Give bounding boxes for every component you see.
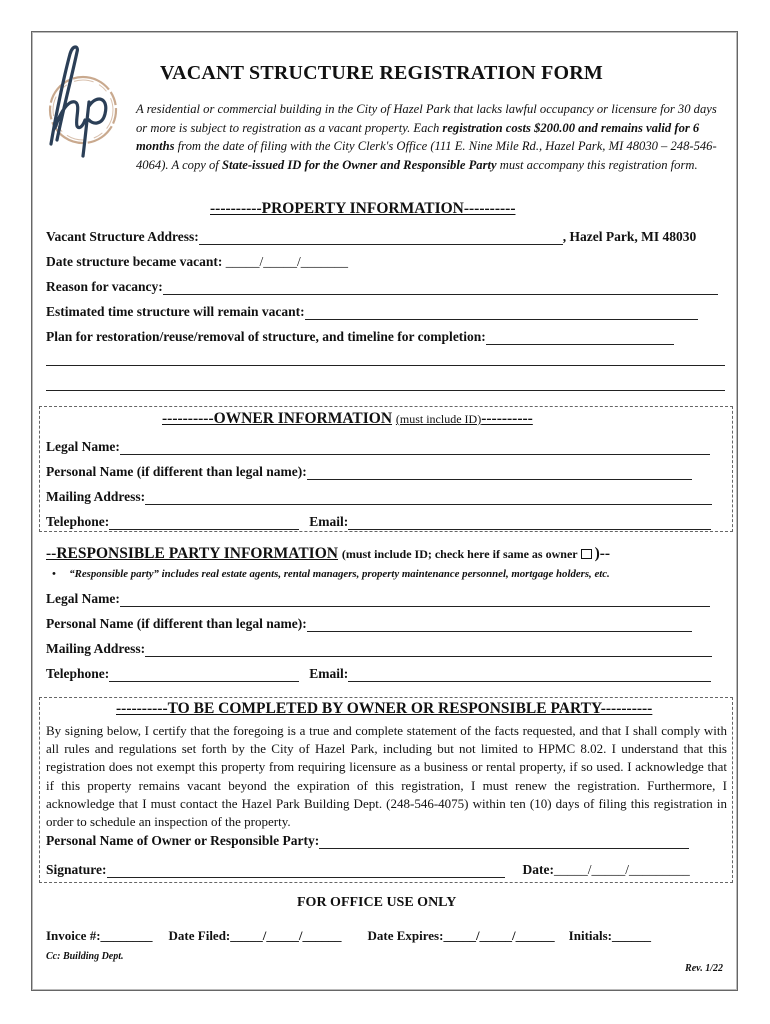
estimate-field[interactable] [305, 306, 698, 320]
rp-legal-name-field[interactable] [120, 593, 710, 607]
owner-legal-name-row: Legal Name: [46, 439, 710, 455]
plan-field[interactable] [486, 331, 674, 345]
initials-field[interactable]: Initials:______ [568, 928, 652, 943]
owner-contact-row: Telephone: Email: [46, 514, 711, 530]
plan-row: Plan for restoration/reuse/removal of structure, and timeline for completion: [46, 329, 674, 345]
same-as-owner-checkbox[interactable] [581, 549, 592, 559]
form-title: VACANT STRUCTURE REGISTRATION FORM [160, 62, 603, 84]
responsible-heading: --RESPONSIBLE PARTY INFORMATION (must include ID; check here if same as owner )-- [46, 545, 611, 562]
owner-telephone-field[interactable] [109, 516, 299, 530]
owner-personal-name-field[interactable] [307, 466, 692, 480]
vacant-date-row: Date structure became vacant: _____/_____/_______ [46, 254, 348, 269]
revision-note: Rev. 1/22 [685, 963, 723, 974]
estimate-row: Estimated time structure will remain vacant: [46, 304, 698, 320]
owner-personal-name-row: Personal Name (if different than legal name): [46, 464, 692, 480]
plan-line-3[interactable] [46, 390, 725, 391]
date-expires-field[interactable]: Date Expires:_____/_____/______ [367, 928, 555, 943]
rp-telephone-field[interactable] [109, 668, 299, 682]
rp-email-field[interactable] [348, 668, 711, 682]
responsible-party-note: • “Responsible party” includes real estate agents, rental managers, property maintenance personnel, mortgage holders, etc. [52, 568, 610, 580]
owner-mailing-row: Mailing Address: [46, 489, 712, 505]
address-row: Vacant Structure Address: , Hazel Park, MI 48030 [46, 229, 697, 244]
rp-personal-name-field[interactable] [307, 618, 692, 632]
office-use-row [46, 928, 651, 944]
invoice-field[interactable]: Invoice #:________ [46, 928, 153, 943]
property-heading: ----------PROPERTY INFORMATION---------- [210, 200, 516, 217]
rp-personal-name-row: Personal Name (if different than legal name): [46, 616, 692, 632]
owner-mailing-field[interactable] [145, 491, 712, 505]
cc-note: Cc: Building Dept. [46, 951, 124, 962]
hazel-park-logo [37, 40, 119, 158]
rp-mailing-row: Mailing Address: [46, 641, 712, 657]
signature-date-field[interactable]: _____/_____/_________ [554, 862, 690, 877]
signature-row: Signature: Date: _____/_____/_________ [46, 862, 690, 877]
rp-contact-row: Telephone: Email: [46, 666, 711, 682]
owner-email-field[interactable] [348, 516, 711, 530]
plan-line-2[interactable] [46, 365, 725, 366]
owner-heading: ----------OWNER INFORMATION (must include ID)---------- [162, 410, 533, 427]
intro-text: A residential or commercial building in the City of Hazel Park that lacks lawful occupancy or licensure for 30 days or more is subject to registration as a vacant property. Each registration costs $200.00 and remains valid for 6 months from the date of filing with the City Clerk's Office (111 E. Nine Mile Rd., Hazel Park, MI 48030 – 248-546-4064). A copy of State-issued ID for the Owner and Responsible Party must accompany this registration form. [136, 102, 717, 172]
signature-field[interactable] [107, 864, 505, 878]
date-filed-field[interactable]: Date Filed:_____/_____/______ [168, 928, 342, 943]
vacant-date-field[interactable]: _____/_____/_______ [225, 254, 348, 269]
reason-row: Reason for vacancy: [46, 279, 718, 295]
address-field[interactable] [199, 231, 563, 245]
owner-legal-name-field[interactable] [120, 441, 710, 455]
certification-text: By signing below, I certify that the foregoing is a true and complete statement of the facts requested, and that I shall comply with all rules and regulations set forth by the City of Hazel Park, including but not limited to HPMC 8.02. I understand that this registration does not exempt this property from requiring licensure as a business or rental property, if so used. I acknowledge that if this property remains vacant beyond the expiration of this registration, I must renew the registration. Furthermore, I acknowledge that I must contact the Hazel Park Building Dept. (248-546-4075) within ten (10) days of filing this registration in order to schedule an inspection of the property. [46, 723, 727, 830]
reason-field[interactable] [163, 281, 718, 295]
rp-mailing-field[interactable] [145, 643, 712, 657]
rp-legal-name-row: Legal Name: [46, 591, 710, 607]
signer-name-row: Personal Name of Owner or Responsible Party: [46, 833, 689, 849]
signer-name-field[interactable] [319, 835, 689, 849]
office-use-heading: FOR OFFICE USE ONLY [297, 895, 457, 910]
certify-heading: ----------TO BE COMPLETED BY OWNER OR RESPONSIBLE PARTY---------- [116, 700, 653, 717]
